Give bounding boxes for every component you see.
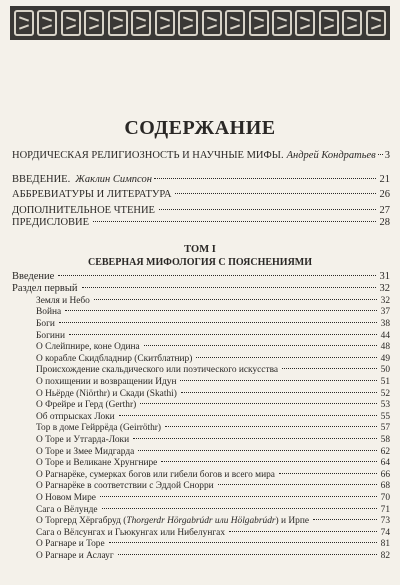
leader-dots <box>154 178 376 179</box>
entry-label: ДОПОЛНИТЕЛЬНОЕ ЧТЕНИЕ <box>12 204 155 216</box>
knot-ornament-icon <box>61 10 81 36</box>
entry-page: 44 <box>380 330 390 341</box>
toc-entry[interactable] <box>12 447 390 459</box>
entry-author: Жаклин Симпсон <box>75 174 152 185</box>
entry-page: 73 <box>380 516 390 527</box>
leader-dots <box>69 334 377 335</box>
knot-ornament-icon <box>366 10 386 36</box>
leader-dots <box>175 193 375 194</box>
toc-entry[interactable] <box>12 539 390 551</box>
leader-dots <box>313 519 377 520</box>
entry-page: 28 <box>379 217 390 229</box>
toc-entry[interactable] <box>12 205 390 217</box>
entry-page: 51 <box>380 376 390 387</box>
page-title: СОДЕРЖАНИЕ <box>124 117 276 139</box>
toc-entry[interactable] <box>12 551 390 563</box>
entry-label: Земля и Небо <box>36 295 90 306</box>
italic-name-text: Thorgerdr Hörgabrúdr или Hölgabrúdr <box>126 516 276 527</box>
leader-dots <box>378 154 383 155</box>
toc-entry[interactable] <box>12 389 390 401</box>
leader-dots <box>180 380 376 381</box>
leader-dots <box>165 426 377 427</box>
entry-label: О Торгерд Хёргабруд (Thorgerdr Hörgabrúdr или Hölgabrúdr) и Ирпе <box>36 516 309 527</box>
entry-page: 62 <box>380 446 390 457</box>
entry-label: Об отпрысках Локи <box>36 411 115 422</box>
leader-dots <box>161 461 376 462</box>
entry-label: Сага о Вёлсунгах и Гьюкунгах или Нибелунгах <box>36 527 226 538</box>
toc-entry[interactable] <box>12 400 390 412</box>
leader-dots <box>229 531 377 532</box>
leader-dots <box>140 403 376 404</box>
leader-dots <box>82 287 376 288</box>
toc-entry[interactable] <box>12 296 390 308</box>
leader-dots <box>196 357 376 358</box>
entry-page: 74 <box>380 527 390 538</box>
leader-dots <box>93 221 375 222</box>
entry-label: Происхождение скальдического или поэтического искусства <box>36 365 279 376</box>
entry-page: 48 <box>380 342 390 353</box>
knot-ornament-icon <box>272 10 292 36</box>
toc-entry[interactable] <box>12 470 390 482</box>
toc-entry[interactable] <box>12 412 390 424</box>
toc-entry[interactable] <box>12 423 390 435</box>
leader-dots <box>58 275 375 276</box>
entry-page: 32 <box>380 295 390 306</box>
entry-label: Сага о Вёлунде <box>36 504 98 515</box>
entry-label: Введение <box>12 271 55 282</box>
leader-dots <box>218 484 377 485</box>
toc-entry[interactable] <box>12 528 390 540</box>
volume-title <box>0 256 400 268</box>
leader-dots <box>94 299 377 300</box>
entry-page: 21 <box>379 174 390 185</box>
knot-ornament-icon <box>295 10 315 36</box>
knot-ornament-icon <box>225 10 245 36</box>
entry-page: 3 <box>384 150 390 161</box>
leader-dots <box>144 345 377 346</box>
entry-label: О Торе и Великане Хрунгнире <box>36 458 158 469</box>
front-matter-list <box>12 174 390 230</box>
entry-page: 26 <box>379 189 390 201</box>
entry-label: АББРЕВИАТУРЫ И ЛИТЕРАТУРА <box>12 189 172 201</box>
entry-page: 82 <box>380 550 390 561</box>
entry-label: О Рагнарёке, сумерках богов или гибели богов и всего мира <box>36 469 275 480</box>
entry-page: 58 <box>380 434 390 445</box>
entry-page: 53 <box>380 400 390 411</box>
entry-label: О Слейпнире, коне Одина <box>36 342 140 353</box>
toc-entry-intro[interactable] <box>12 150 390 161</box>
entry-label: О Новом Мире <box>36 492 96 503</box>
toc-entry[interactable] <box>12 354 390 366</box>
entry-label: Богини <box>36 330 65 341</box>
entry-page: 49 <box>380 353 390 364</box>
knot-ornament-icon <box>108 10 128 36</box>
leader-dots <box>109 542 377 543</box>
toc-entry[interactable] <box>12 377 390 389</box>
knot-ornament-icon <box>14 10 34 36</box>
entry-page: 37 <box>380 307 390 318</box>
volume-title-text: СЕВЕРНАЯ МИФОЛОГИЯ С ПОЯСНЕНИЯМИ <box>87 257 313 268</box>
entry-page: 32 <box>379 283 390 295</box>
entry-page: 70 <box>380 492 390 503</box>
entry-label: НОРДИЧЕСКАЯ РЕЛИГИОЗНОСТЬ И НАУЧНЫЕ МИФЫ. <box>12 150 284 161</box>
knot-ornament-icon <box>131 10 151 36</box>
entry-author: Андрей Кондратьев <box>286 150 376 161</box>
leader-dots <box>181 392 377 393</box>
knot-ornament-icon <box>202 10 222 36</box>
knot-ornament-icon <box>155 10 175 36</box>
toc-entry[interactable] <box>12 516 390 528</box>
leader-dots <box>102 508 377 509</box>
entry-page: 71 <box>380 504 390 515</box>
entry-page: 68 <box>380 481 390 492</box>
entry-label: ПРЕДИСЛОВИЕ <box>12 217 90 229</box>
celtic-knot-border <box>10 6 390 40</box>
entry-page: 31 <box>379 271 390 282</box>
entry-label: О Рагнаре и Аслауг <box>36 550 114 561</box>
entry-label: О Рагнаре и Торе <box>36 539 105 550</box>
knot-ornament-icon <box>37 10 57 36</box>
toc-list <box>12 271 390 562</box>
entry-page: 64 <box>380 458 390 469</box>
knot-ornament-icon <box>319 10 339 36</box>
toc-entry[interactable] <box>12 365 390 377</box>
toc-entry[interactable] <box>12 307 390 319</box>
knot-ornament-icon <box>84 10 104 36</box>
leader-dots <box>159 209 376 210</box>
entry-label: О корабле Скидбладнир (Скитблатнир) <box>36 353 193 364</box>
entry-page: 57 <box>380 423 390 434</box>
leader-dots <box>118 554 377 555</box>
leader-dots <box>59 322 377 323</box>
entry-page: 55 <box>380 411 390 422</box>
toc-entry[interactable] <box>12 505 390 517</box>
entry-label: ВВЕДЕНИЕ. <box>12 174 71 185</box>
entry-page: 50 <box>380 365 390 376</box>
entry-label: О Фрейре и Герд (Gerthr) <box>36 400 137 411</box>
leader-dots <box>279 473 377 474</box>
toc-entry[interactable] <box>12 174 390 186</box>
entry-page: 27 <box>379 204 390 216</box>
entry-label: Раздел первый <box>12 283 78 295</box>
entry-label: Тор в доме Гейррёда (Geirröthr) <box>36 423 162 434</box>
toc-entry[interactable] <box>12 435 390 447</box>
toc-section-entry[interactable] <box>12 283 390 295</box>
leader-dots <box>282 368 377 369</box>
entry-label: О Ньёрде (Niörthr) и Скади (Skathi) <box>36 388 177 399</box>
toc-entry[interactable] <box>12 481 390 493</box>
toc-entry[interactable] <box>12 217 390 229</box>
entry-label: Война <box>36 307 62 318</box>
volume-heading: ТОМ I <box>184 244 216 255</box>
knot-ornament-icon <box>342 10 362 36</box>
entry-label: О Рагнарёке в соответствии с Эддой Снорри <box>36 481 214 492</box>
entry-label: О Торе и Утгарда-Локи <box>36 434 130 445</box>
entry-label: О Торе и Змее Мидгарда <box>36 446 135 457</box>
entry-page: 38 <box>380 319 390 329</box>
toc-entry[interactable] <box>12 458 390 470</box>
toc-section-entry[interactable] <box>12 271 390 283</box>
leader-dots <box>138 450 376 451</box>
leader-dots <box>119 415 377 416</box>
leader-dots <box>133 438 377 439</box>
entry-page: 52 <box>380 388 390 399</box>
entry-page: 81 <box>380 539 390 550</box>
entry-label: О похищении и возвращении Идун <box>36 376 177 387</box>
toc-entry[interactable] <box>12 319 390 331</box>
knot-ornament-icon <box>178 10 198 36</box>
entry-page: 66 <box>380 469 390 480</box>
toc-entry[interactable] <box>12 189 390 201</box>
toc-entry[interactable] <box>12 342 390 354</box>
leader-dots <box>65 310 376 311</box>
toc-entry[interactable] <box>12 331 390 343</box>
entry-label: Боги <box>36 319 55 329</box>
toc-entry[interactable] <box>12 493 390 505</box>
knot-ornament-icon <box>249 10 269 36</box>
leader-dots <box>100 496 377 497</box>
